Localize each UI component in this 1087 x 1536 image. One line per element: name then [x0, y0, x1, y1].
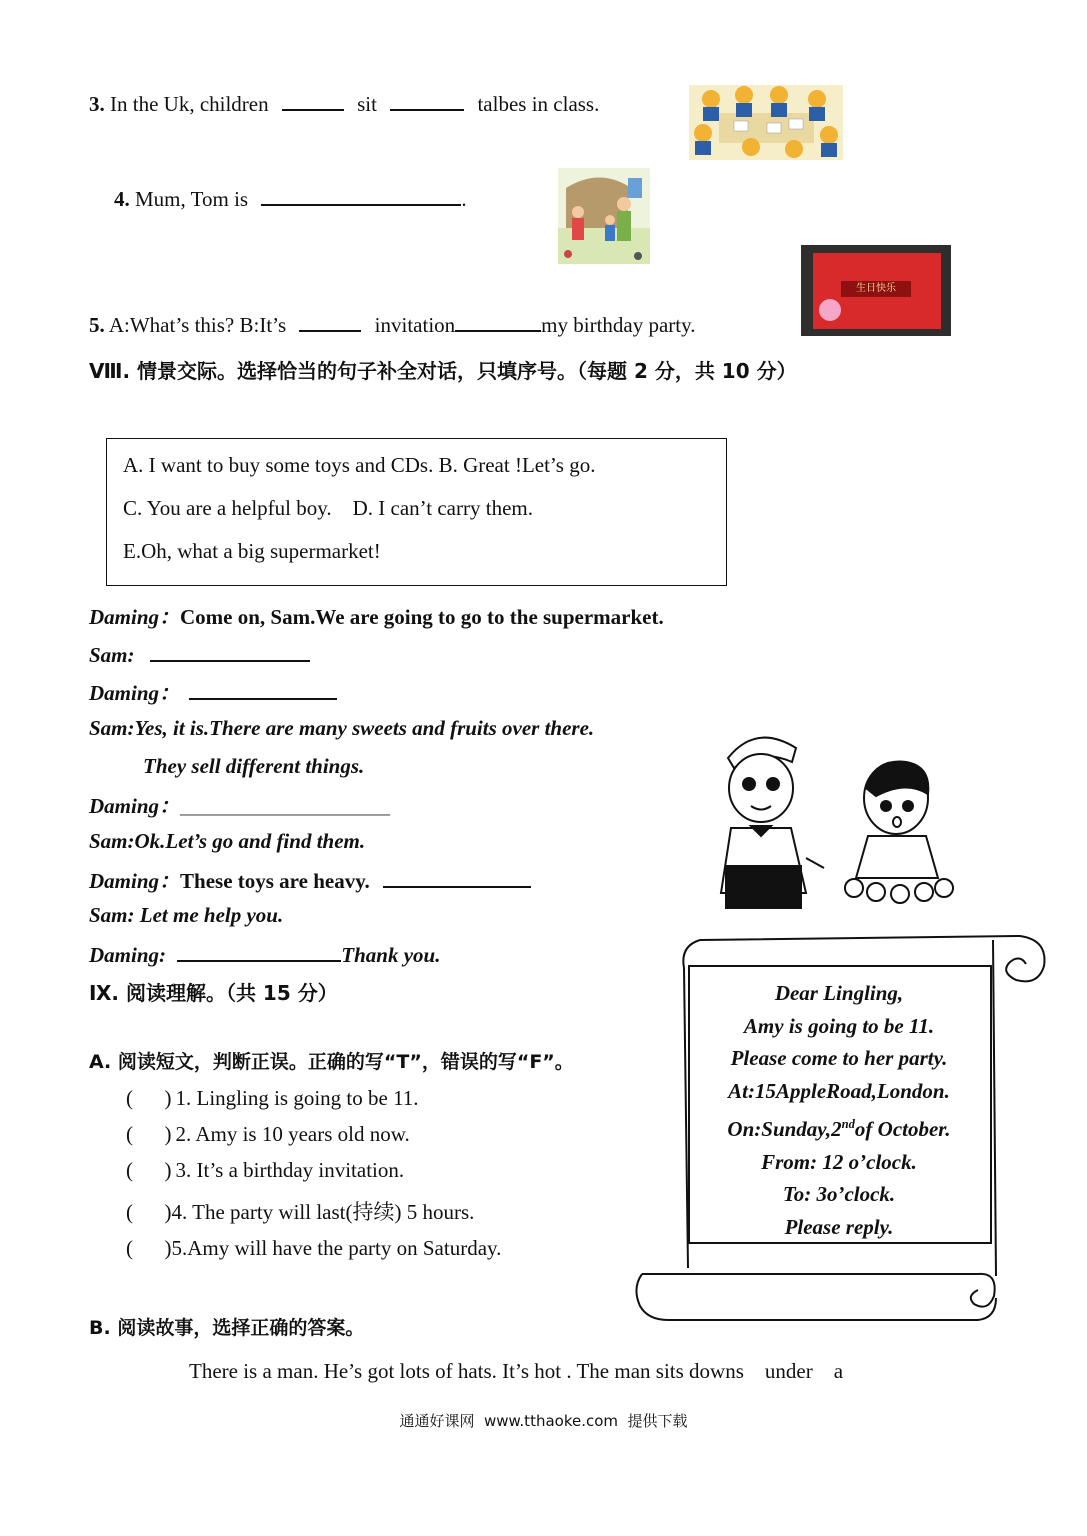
part-b-heading: B. 阅读故事，选择正确的答案。: [89, 1317, 365, 1339]
true-false-item: [126, 1196, 474, 1226]
true-false-item: [126, 1086, 419, 1111]
answer-parenthesis[interactable]: ( ): [126, 1236, 172, 1260]
section-9-heading: Ⅸ. 阅读理解。（共 15 分）: [89, 981, 338, 1005]
answer-parenthesis[interactable]: ( ): [126, 1086, 172, 1110]
question-text: Mum, Tom is: [135, 186, 249, 211]
invitation-line: At:15AppleRoad,London.: [728, 1079, 950, 1104]
statement-text: 2. Amy is 10 years old now.: [175, 1122, 410, 1146]
question-text: my birthday party.: [541, 312, 696, 337]
invitation-closing: Please reply.: [784, 1214, 894, 1239]
dialogue-line-5: They sell different things.: [143, 754, 365, 778]
statement-text: 4. The party will last(持续) 5 hours.: [171, 1200, 475, 1224]
classroom-illustration: [689, 85, 843, 160]
answer-blank[interactable]: [299, 311, 361, 332]
invitation-date: On:Sunday,2: [727, 1116, 842, 1141]
question-5: [89, 311, 696, 338]
answer-blank[interactable]: [261, 185, 461, 206]
dialogue-text: Thank you.: [341, 942, 441, 967]
dialogue-line-9: Sam: Let me help you.: [89, 903, 284, 927]
answer-parenthesis[interactable]: ( ): [126, 1122, 172, 1146]
option-line: C. You are a helpful boy. D. I can’t carry them.: [123, 496, 533, 520]
true-false-item: [126, 1158, 404, 1183]
question-text: A:What’s this? B:It’s: [108, 312, 287, 337]
invitation-line: To: 3o’clock.: [782, 1182, 896, 1207]
dialogue-line-8: [89, 865, 531, 895]
speaker-label: Daming：: [89, 794, 181, 818]
invitation-greeting: Dear Lingling,: [774, 981, 904, 1005]
speaker-label: Daming：: [89, 869, 181, 893]
invitation-line: Amy is going to be 11.: [743, 1013, 935, 1038]
option-line: E.Oh, what a big supermarket!: [123, 539, 381, 563]
question-3: [89, 90, 599, 117]
dialogue-text: These toys are heavy.: [180, 869, 370, 893]
true-false-item: [126, 1122, 410, 1147]
invitation-month: of October.: [854, 1116, 951, 1141]
invitation-card-photo: [801, 245, 951, 336]
answer-blank[interactable]: [455, 311, 541, 332]
invitation-line: Please come to her party.: [730, 1046, 948, 1071]
dialogue-line-10: [89, 941, 440, 968]
answer-blank[interactable]: [390, 90, 464, 111]
question-text: invitation: [374, 312, 456, 337]
dialogue-line-1: [89, 601, 664, 631]
option-line: A. I want to buy some toys and CDs. B. Great !Let’s go.: [123, 453, 596, 477]
speaker-label: Daming：: [89, 681, 181, 705]
dialogue-line-2: [89, 641, 310, 668]
dialogue-line-3: [89, 677, 337, 707]
true-false-item: [126, 1236, 501, 1261]
dialogue-text: Come on, Sam.We are going to go to the supermarket.: [180, 605, 664, 629]
children-shopping-illustration: [706, 718, 956, 913]
card-title: 生日快乐: [841, 281, 911, 297]
dialogue-line-4: Sam:Yes, it is.There are many sweets and fruits over there.: [89, 716, 595, 740]
question-text: talbes in class.: [477, 91, 600, 116]
answer-parenthesis[interactable]: ( ): [126, 1200, 172, 1224]
answer-blank[interactable]: [150, 641, 310, 662]
invitation-line: From: 12 o’clock.: [761, 1149, 917, 1174]
question-text: sit: [357, 91, 377, 116]
answer-blank[interactable]: [383, 867, 531, 888]
speaker-label: Daming:: [89, 942, 167, 967]
date-suffix: nd: [841, 1116, 855, 1131]
speaker-label: Daming：: [89, 605, 181, 629]
question-number: 5.: [89, 312, 105, 337]
question-4: [114, 185, 467, 212]
answer-parenthesis[interactable]: ( ): [126, 1158, 172, 1182]
answer-blank[interactable]: [189, 679, 337, 700]
invitation-text: [688, 977, 990, 1244]
answer-blank[interactable]: [177, 941, 341, 962]
story-text: There is a man. He’s got lots of hats. It’s hot . The man sits downs under a: [189, 1359, 844, 1383]
statement-text: 3. It’s a birthday invitation.: [175, 1158, 405, 1182]
page-footer: 通通好课网 www.tthaoke.com 提供下载: [399, 1412, 688, 1430]
family-illustration: [558, 168, 650, 264]
statement-text: 5.Amy will have the party on Saturday.: [171, 1236, 502, 1260]
dialogue-line-7: Sam:Ok.Let’s go and find them.: [89, 829, 366, 853]
section-8-heading: Ⅷ. 情景交际。选择恰当的句子补全对话，只填序号。（每题 2 分，共 10 分）: [89, 359, 797, 383]
question-number: 3.: [89, 91, 105, 116]
answer-blank[interactable]: [282, 90, 344, 111]
answer-blank[interactable]: ____________________: [180, 794, 391, 818]
invitation-date-line: [688, 1108, 990, 1146]
question-number: 4.: [114, 186, 130, 211]
statement-text: 1. Lingling is going to be 11.: [175, 1086, 419, 1110]
dialogue-line-6: [89, 790, 390, 820]
question-text: In the Uk, children: [110, 91, 269, 116]
question-text: .: [461, 186, 467, 211]
part-a-heading: A. 阅读短文，判断正误。正确的写“T”，错误的写“F”。: [89, 1051, 574, 1073]
speaker-label: Sam:: [89, 642, 135, 667]
